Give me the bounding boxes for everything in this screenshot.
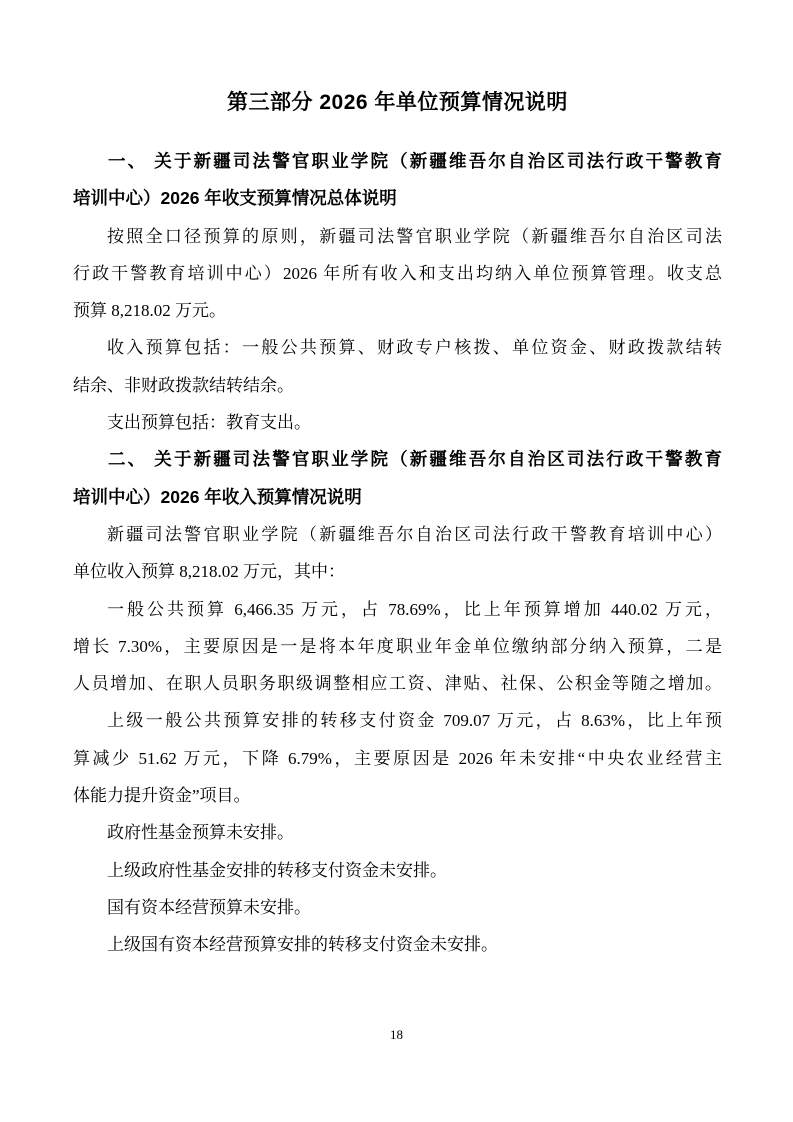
paragraph-line: 支出预算包括：教育支出。 bbox=[107, 413, 311, 433]
section-heading-line: 培训中心）2026 年收入预算情况说明 bbox=[73, 486, 362, 507]
paragraph-line: 单位收入预算 8,218.02 万元，其中： bbox=[73, 562, 345, 582]
section-heading-line: 二、 关于新疆司法警官职业学院（新疆维吾尔自治区司法行政干警教育 bbox=[108, 449, 722, 470]
paragraph-line: 上级政府性基金安排的转移支付资金未安排。 bbox=[107, 860, 447, 880]
paragraph-line: 预算 8,218.02 万元。 bbox=[73, 301, 226, 321]
paragraph-line: 上级一般公共预算安排的转移支付资金 709.07 万元，占 8.63%，比上年预 bbox=[107, 711, 722, 731]
paragraph-line: 增长 7.30%，主要原因是一是将本年度职业年金单位缴纳部分纳入预算，二是 bbox=[73, 636, 722, 656]
page-number: 18 bbox=[390, 1027, 403, 1042]
paragraph-line: 一般公共预算 6,466.35 万元，占 78.69%，比上年预算增加 440.02 万元， bbox=[107, 599, 722, 619]
document-body bbox=[73, 143, 722, 964]
section-heading-line: 培训中心）2026 年收支预算情况总体说明 bbox=[73, 188, 397, 209]
paragraph-line: 行政干警教育培训中心）2026 年所有收入和支出均纳入单位预算管理。收支总 bbox=[73, 263, 722, 283]
paragraph-line: 按照全口径预算的原则，新疆司法警官职业学院（新疆维吾尔自治区司法 bbox=[107, 226, 722, 246]
paragraph-line: 结余、非财政拨款结转结余。 bbox=[73, 375, 294, 395]
paragraph-line: 上级国有资本经营预算安排的转移支付资金未安排。 bbox=[107, 935, 498, 955]
paragraph-line: 政府性基金预算未安排。 bbox=[107, 823, 294, 843]
paragraph-line: 新疆司法警官职业学院（新疆维吾尔自治区司法行政干警教育培训中心） bbox=[107, 524, 722, 544]
paragraph-line: 收入预算包括：一般公共预算、财政专户核拨、单位资金、财政拨款结转 bbox=[107, 338, 722, 358]
section-heading-line: 一、 关于新疆司法警官职业学院（新疆维吾尔自治区司法行政干警教育 bbox=[108, 151, 722, 171]
paragraph-line: 体能力提升资金”项目。 bbox=[73, 786, 251, 806]
paragraph-line: 算减少 51.62 万元，下降 6.79%，主要原因是 2026 年未安排“中央农业经营主 bbox=[73, 748, 722, 768]
document-title: 第三部分 2026 年单位预算情况说明 bbox=[227, 91, 568, 114]
paragraph-line: 人员增加、在职人员职务职级调整相应工资、津贴、社保、公积金等随之增加。 bbox=[73, 674, 722, 694]
paragraph-line: 国有资本经营预算未安排。 bbox=[107, 897, 311, 917]
